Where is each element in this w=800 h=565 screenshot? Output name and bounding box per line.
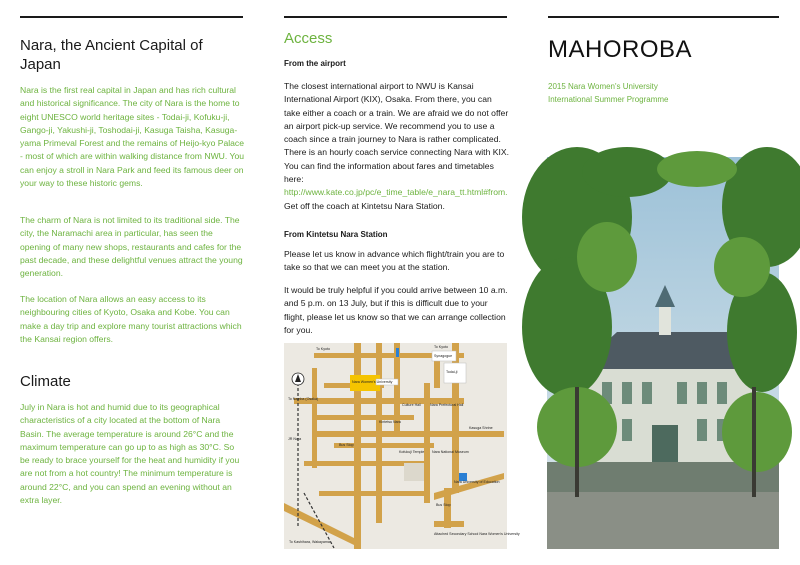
brand-title: MAHOROBA — [548, 36, 693, 63]
tree-canopy — [722, 392, 792, 472]
airport-text: The closest international airport to NWU is Kansai International Airport (KIX), Osaka. From there, you can take either a coach or a train. We are afraid we do not offer an airport pick-up service. We recommend you to use a coach since a train journey to Nara is rather complicated. There is an hourly coach service connecting Nara with KIX. You can find the information about fares and timetables here: — [284, 81, 509, 185]
window — [717, 382, 727, 404]
building-tower — [659, 305, 671, 335]
map-label: Nara National Museum — [432, 450, 469, 454]
tree-canopy — [714, 237, 770, 297]
climate-paragraph: July in Nara is hot and humid due to its geographical characteristics of a city located at the bottom of Nara Basin. The average temperature is around 26°C and the maximum temperature can go up to as high as 30°C. So be ready to brace yourself for the heat and humidity if you are not from a hot country! The minimum temperature is around 22°C, and you can spend an evening without an extra layer. — [20, 402, 240, 506]
building-entrance — [652, 425, 678, 463]
column2-top-rule — [284, 16, 507, 18]
map-label: Todai-ji — [446, 370, 458, 374]
climate-heading: Climate — [20, 373, 71, 390]
map-label: To Kyoto — [434, 345, 448, 349]
nara-heading: Nara, the Ancient Capital of Japan — [20, 37, 203, 73]
tree-canopy — [577, 222, 637, 292]
window — [622, 382, 632, 404]
airport-after-text: Get off the coach at Kintetsu Nara Station. — [284, 200, 445, 211]
tagline-line-1: 2015 Nara Women's University — [548, 82, 658, 91]
map-label: Synagogue — [434, 354, 453, 358]
water-mark — [396, 348, 399, 357]
road-vertical — [312, 368, 317, 468]
tagline-line-2: International Summer Programme — [548, 95, 669, 104]
road-horizontal — [314, 431, 504, 437]
window — [677, 382, 687, 404]
tree-trunk — [575, 387, 579, 497]
map-label: Bus Stop — [436, 503, 451, 507]
map-roads — [284, 343, 504, 549]
museum-block — [404, 463, 424, 481]
map-label: Kofukuji Temple — [399, 450, 425, 454]
map-label: JR Nara — [288, 437, 302, 441]
window — [622, 419, 632, 441]
road-horizontal — [434, 521, 464, 527]
map-label: Kintetsu Nara — [379, 420, 401, 424]
access-map — [284, 343, 520, 549]
photo-drawing — [547, 157, 779, 549]
station-subheading: From Kintetsu Nara Station — [284, 230, 388, 239]
coach-timetable-link[interactable]: http://www.kate.co.jp/pc/e_time_table/e_nara_tt.html#from. — [284, 187, 508, 198]
tree-canopy — [657, 151, 737, 187]
map-label: Nara University of Education — [454, 480, 500, 484]
ground — [547, 487, 779, 549]
nara-paragraph-3: The location of Nara allows an easy access to its neighbouring cities of Kyoto, Osaka and Kobe. You can make a day trip and explore many tourist attractions which the Kansai region offers. — [20, 294, 242, 344]
map-label: To Namba (Osaka) — [288, 397, 319, 401]
map-label: To Kashihara, Wakayama — [289, 540, 330, 544]
road-diagonal — [284, 503, 354, 545]
airport-subheading: From the airport — [284, 59, 346, 68]
window — [697, 419, 707, 441]
map-drawing — [284, 343, 520, 549]
access-heading: Access — [284, 30, 333, 47]
map-label: Culture Hall — [402, 403, 421, 407]
nara-paragraph-1: Nara is the first real capital in Japan and has rich cultural and historical significance. The city of Nara is the home to eight UNESCO world heritage sites - Todai-ji, Kofuku-ji, Gango-ji, Yakushi-ji, Toshodai-ji, Kasuga Taisha, Kasuga-yama Primeval Forest and the remains of Heijo-kyo Palace - most of which are within walking distance from NWU. You can enjoy a stroll in Nara Park and feed its famous deer on your way to these historic gems. — [20, 85, 245, 189]
airport-paragraph — [284, 80, 510, 213]
map-label: Attached Secondary School Nara Women's University — [434, 532, 520, 536]
nara-paragraph-2: The charm of Nara is not limited to its traditional side. The city, the Naramachi area in particular, has seen the opening of many new shops, restaurants and cafes for the past decade, and these delightful venues attract the young generation. — [20, 215, 243, 279]
map-label: Nara Prefectural Hall — [430, 403, 464, 407]
column3-top-rule — [548, 16, 779, 18]
window — [642, 382, 652, 404]
column1-top-rule — [20, 16, 243, 18]
map-label: To Kyoto — [316, 347, 330, 351]
tree-trunk — [752, 387, 756, 497]
university-building-photo — [547, 157, 779, 549]
map-label: Kasuga Shrine — [469, 426, 493, 430]
programme-tagline — [548, 80, 778, 106]
road-horizontal — [319, 491, 429, 496]
window — [697, 382, 707, 404]
map-label: Bus Stop — [339, 443, 354, 447]
map-label: Nara Women's University — [352, 380, 393, 384]
station-paragraph-2: It would be truly helpful if you could arrive between 10 a.m. and 5 p.m. on 13 July, but if this is difficult due to your flight, please let us know so that we can arrange collection for you. — [284, 285, 508, 335]
station-paragraph-1: Please let us know in advance which flight/train you are to take so that we can meet you at the station. — [284, 249, 505, 273]
